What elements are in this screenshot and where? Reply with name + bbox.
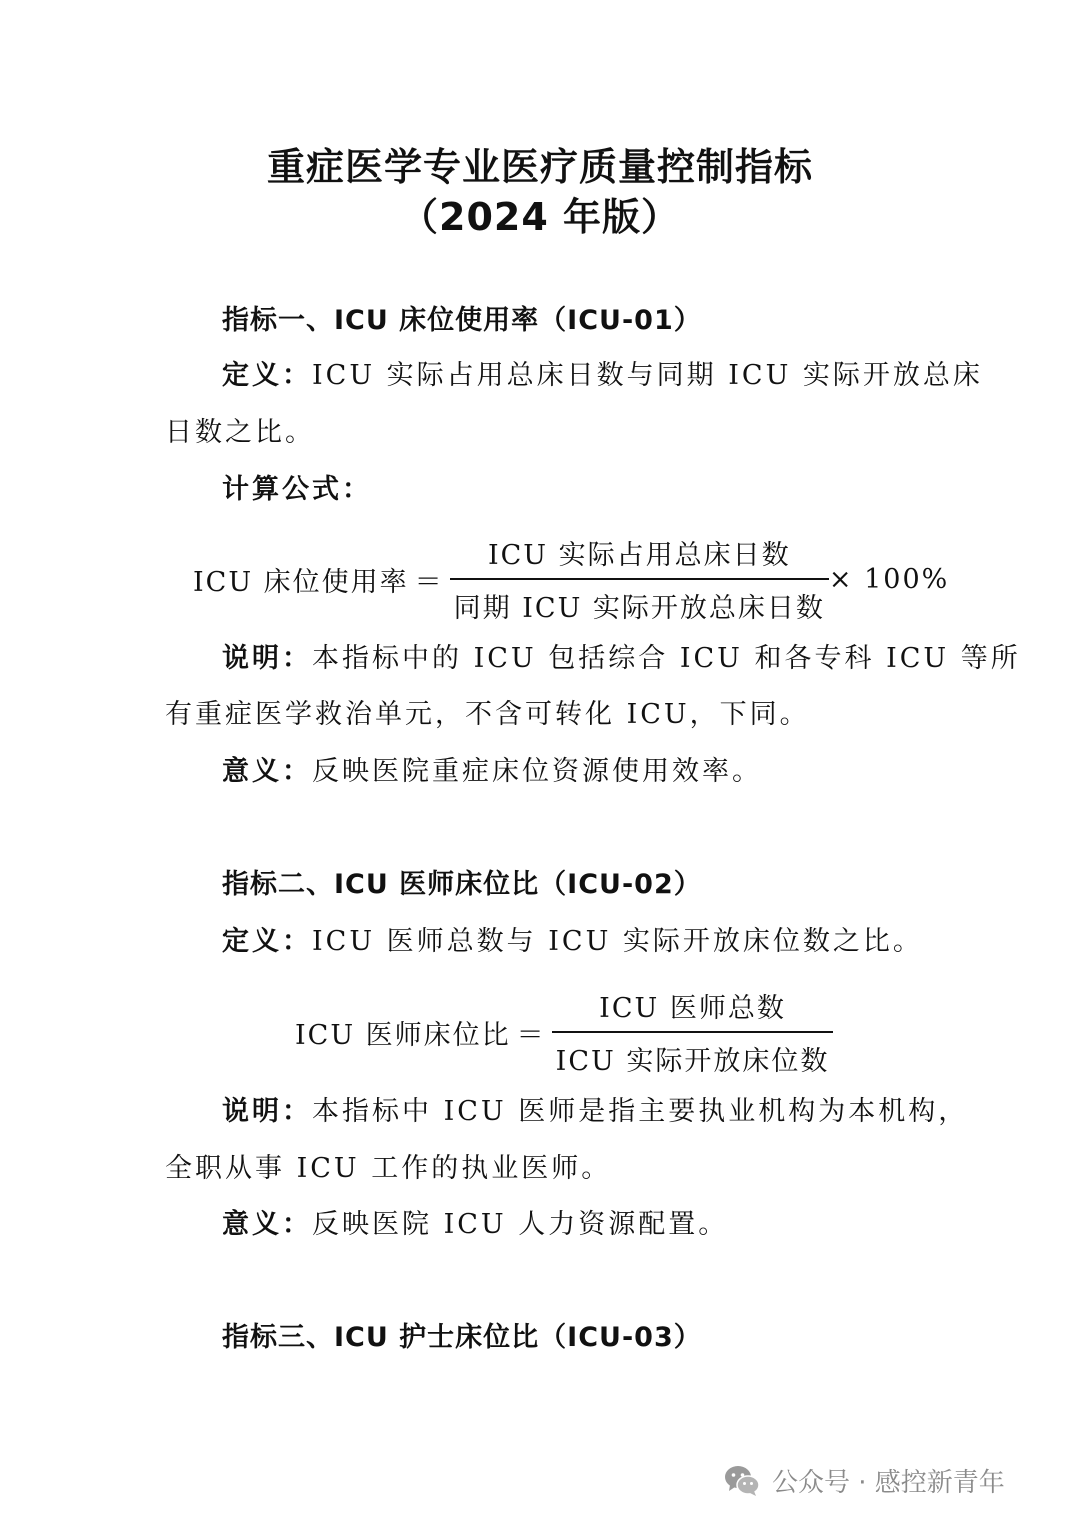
formula-denominator: ICU 实际开放床位数 <box>555 1046 830 1077</box>
indicator-3-heading: 指标三、ICU 护士床位比（ICU-03） <box>222 1322 702 1353</box>
indicator-2-note-cont: 全职从事 ICU 工作的执业医师。 <box>165 1153 612 1184</box>
formula-multiplier: × 100% <box>828 563 950 595</box>
watermark <box>722 1460 1005 1500</box>
indicator-1-note <box>222 641 1021 677</box>
definition-text: ICU 实际占用总床日数与同期 ICU 实际开放总床 <box>312 360 983 391</box>
formula-equals: ＝ <box>414 566 444 598</box>
note-label: 说明： <box>222 643 312 674</box>
formula-numerator: ICU 实际占用总床日数 <box>487 540 791 571</box>
significance-text: 反映医院 ICU 人力资源配置。 <box>312 1209 729 1240</box>
indicator-2-heading: 指标二、ICU 医师床位比（ICU-02） <box>222 869 702 900</box>
indicator-1-definition-cont: 日数之比。 <box>165 417 315 448</box>
indicator-2-definition <box>222 924 982 960</box>
formula-fraction <box>450 533 829 625</box>
document-title: 重症医学专业医疗质量控制指标 <box>266 145 813 189</box>
indicator-2-note <box>222 1094 982 1130</box>
document-subtitle: （2024 年版） <box>400 195 680 239</box>
definition-label: 定义： <box>222 926 312 957</box>
indicator-1-formula <box>193 533 949 625</box>
formula-denominator: 同期 ICU 实际开放总床日数 <box>453 593 825 624</box>
indicator-1-definition <box>222 358 982 394</box>
definition-text: ICU 医师总数与 ICU 实际开放床位数之比。 <box>312 926 923 957</box>
indicator-1-note-cont: 有重症医学救治单元，不含可转化 ICU，下同。 <box>165 699 810 730</box>
note-label: 说明： <box>222 1096 312 1127</box>
indicator-1-heading: 指标一、ICU 床位使用率（ICU-01） <box>222 305 702 336</box>
formula-lhs: ICU 床位使用率 <box>193 566 409 598</box>
formula-equals: ＝ <box>516 1019 546 1051</box>
indicator-1-significance <box>222 754 982 790</box>
formula-lhs: ICU 医师床位比 <box>295 1019 511 1051</box>
significance-label: 意义： <box>222 1209 312 1240</box>
watermark-text: 公众号 · 感控新青年 <box>772 1467 1005 1498</box>
significance-text: 反映医院重症床位资源使用效率。 <box>312 756 762 787</box>
note-text: 本指标中的 ICU 包括综合 ICU 和各专科 ICU 等所 <box>312 643 1021 674</box>
indicator-2-formula <box>295 986 833 1078</box>
formula-fraction <box>552 986 834 1078</box>
significance-label: 意义： <box>222 756 312 787</box>
formula-numerator: ICU 医师总数 <box>599 993 786 1024</box>
definition-label: 定义： <box>222 360 312 391</box>
wechat-icon <box>722 1460 762 1500</box>
indicator-2-significance <box>222 1207 982 1243</box>
formula-label: 计算公式： <box>222 474 372 505</box>
note-text: 本指标中 ICU 医师是指主要执业机构为本机构， <box>312 1096 969 1127</box>
